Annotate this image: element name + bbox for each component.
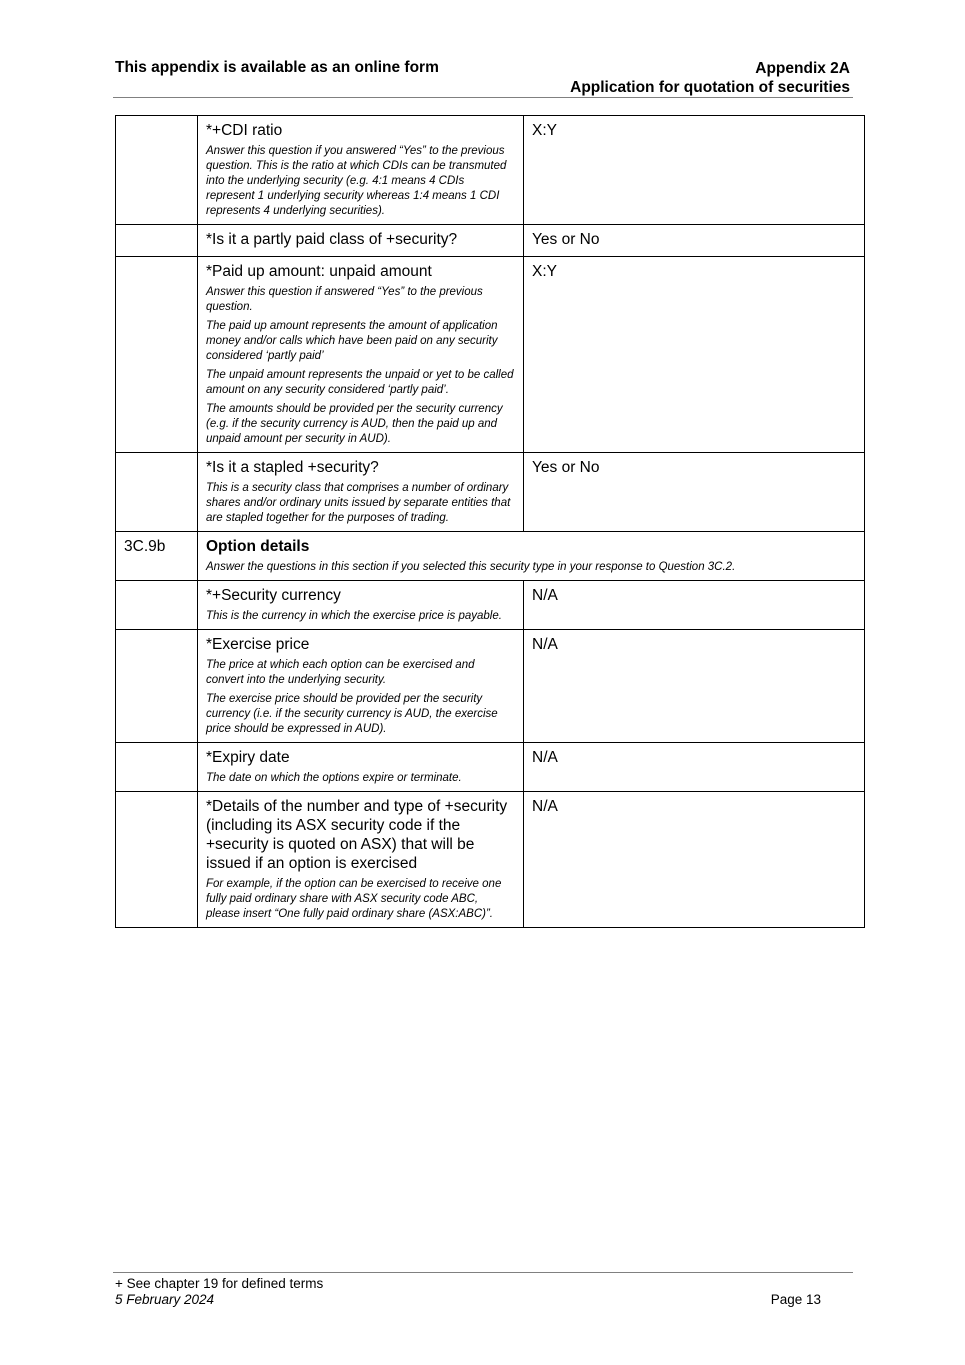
ref-cell [116, 630, 198, 743]
question-cell [198, 116, 524, 225]
answer-cell[interactable] [524, 630, 865, 743]
question-cell [198, 743, 524, 792]
header-appendix-number: Appendix 2A [755, 60, 850, 77]
row-cdi-ratio [116, 116, 865, 225]
note-option-details: Answer the questions in this section if you selected this security type in your response to Question 3C.2. [206, 561, 736, 573]
page-footer [113, 1272, 853, 1307]
row-expiry-date [116, 743, 865, 792]
answer-cell[interactable] [524, 792, 865, 928]
page-header [113, 57, 853, 98]
footer-page-number: Page 13 [770, 1292, 821, 1307]
header-online-form-note: This appendix is available as an online form [115, 59, 439, 76]
note-paid-up-1: Answer this question if answered “Yes” to the previous question. [206, 286, 483, 313]
ref-cell [116, 532, 198, 581]
answer-cdi-ratio: X:Y [532, 122, 557, 139]
ref-cell [116, 581, 198, 630]
question-cell [198, 630, 524, 743]
ref-cell [116, 743, 198, 792]
question-security-currency: *+Security currency [206, 587, 341, 604]
answer-cell[interactable] [524, 743, 865, 792]
note-exercise-price-2: The exercise price should be provided per the security currency (i.e. if the security currency is AUD, the exercise price should be expressed in AUD). [206, 693, 498, 735]
footer-defined-terms: + See chapter 19 for defined terms [115, 1276, 324, 1291]
answer-security-currency: N/A [532, 587, 558, 604]
row-details-number-type [116, 792, 865, 928]
question-paid-up-amount: *Paid up amount: unpaid amount [206, 263, 432, 280]
note-paid-up-4: The amounts should be provided per the security currency (e.g. if the security currency is AUD, then the paid up and unpaid amount per security in AUD). [206, 403, 503, 445]
question-cell [198, 792, 524, 928]
footer-date: 5 February 2024 [115, 1292, 215, 1307]
row-stapled-security [116, 453, 865, 532]
question-partly-paid: *Is it a partly paid class of +security? [206, 231, 458, 248]
answer-stapled-security: Yes or No [532, 459, 600, 476]
ref-cell [116, 792, 198, 928]
answer-cell[interactable] [524, 116, 865, 225]
answer-exercise-price: N/A [532, 636, 558, 653]
ref-cell [116, 257, 198, 453]
header-appendix-subtitle: Application for quotation of securities [570, 79, 850, 96]
question-stapled-security: *Is it a stapled +security? [206, 459, 379, 476]
note-paid-up-3: The unpaid amount represents the unpaid or yet to be called amount on any security considered ‘partly paid’. [206, 369, 514, 396]
row-option-details-section [116, 532, 865, 581]
answer-details-number-type: N/A [532, 798, 558, 815]
note-exercise-price-1: The price at which each option can be exercised and convert into the underlying security. [206, 659, 475, 686]
answer-expiry-date: N/A [532, 749, 558, 766]
note-stapled-security: This is a security class that comprises a number of ordinary shares and/or ordinary units issued by separate entities that are stapled together for the purposes of trading. [206, 482, 511, 524]
row-security-currency [116, 581, 865, 630]
ref-cell [116, 453, 198, 532]
question-cell [198, 225, 524, 257]
note-cdi-ratio: Answer this question if you answered “Yes” to the previous question. This is the ratio at which CDIs can be transmuted into the underlying security (e.g. 4:1 means 4 CDIs represent 1 underlying security whereas 1:4 means 1 CDI represents 4 underlying securities). [206, 145, 507, 217]
section-header-cell [198, 532, 865, 581]
answer-partly-paid: Yes or No [532, 231, 600, 248]
answer-cell[interactable] [524, 581, 865, 630]
answer-cell[interactable] [524, 225, 865, 257]
answer-cell[interactable] [524, 257, 865, 453]
section-title-option-details: Option details [206, 538, 310, 555]
ref-cell [116, 225, 198, 257]
question-details-number-type: *Details of the number and type of +security (including its ASX security code if the +security is quoted on ASX) that will be issued if an option is exercised [206, 798, 508, 872]
row-paid-up-amount [116, 257, 865, 453]
note-paid-up-2: The paid up amount represents the amount of application money and/or calls which have been paid on any security considered ‘partly paid’ [206, 320, 498, 362]
note-security-currency: This is the currency in which the exercise price is payable. [206, 610, 502, 622]
section-ref-3c9b: 3C.9b [124, 538, 166, 555]
question-expiry-date: *Expiry date [206, 749, 290, 766]
question-cell [198, 453, 524, 532]
question-exercise-price: *Exercise price [206, 636, 310, 653]
header-appendix-title [570, 59, 850, 97]
row-partly-paid [116, 225, 865, 257]
question-cell [198, 257, 524, 453]
note-details-number-type: For example, if the option can be exercised to receive one fully paid ordinary share with ASX security code ABC, please insert “One fully paid ordinary share (ASX:ABC)”. [206, 878, 502, 920]
row-exercise-price [116, 630, 865, 743]
answer-paid-up-amount: X:Y [532, 263, 557, 280]
note-expiry-date: The date on which the options expire or terminate. [206, 772, 462, 784]
securities-form-table [115, 115, 865, 928]
ref-cell [116, 116, 198, 225]
question-cdi-ratio: *+CDI ratio [206, 122, 283, 139]
question-cell [198, 581, 524, 630]
answer-cell[interactable] [524, 453, 865, 532]
